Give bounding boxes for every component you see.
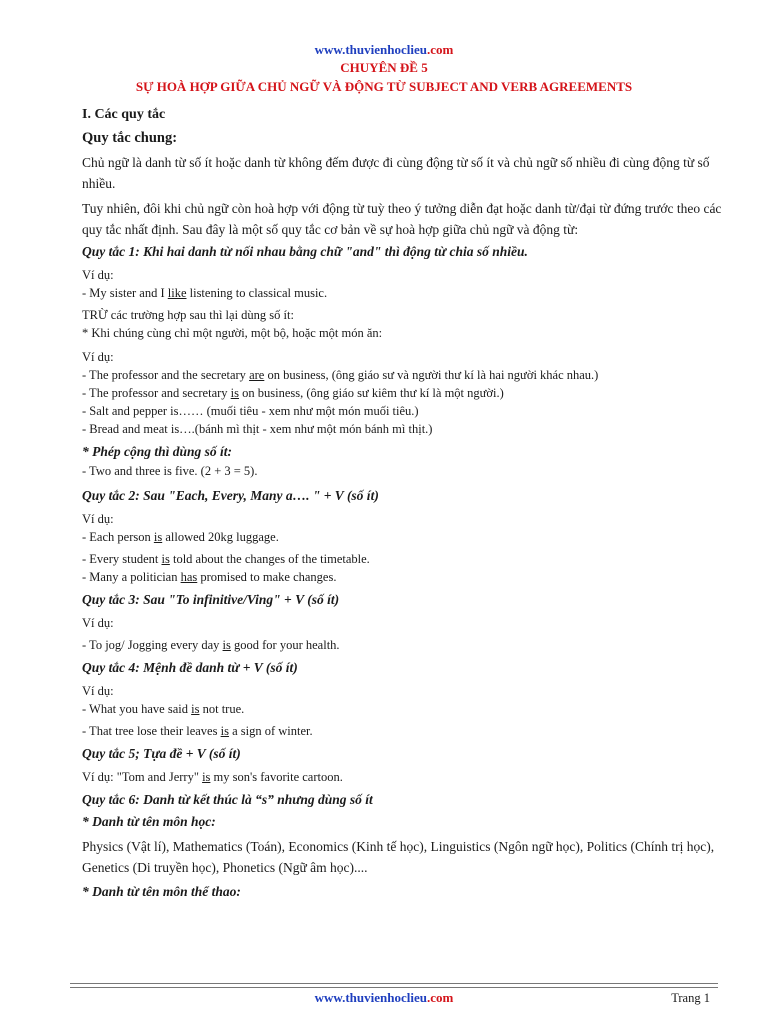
footer-divider [70, 983, 718, 988]
general-rule-heading: Quy tắc chung: [82, 130, 178, 146]
exception-line: TRỪ các trường hợp sau thì lại dùng số ít: [82, 308, 294, 322]
paragraph: Physics (Vật lí), Mathematics (Toán), Economics (Kinh tế học), Linguistics (Ngôn ngữ học), Politics (Chính trị học), Genetics (Di truyền học), Phonetics (Ngữ âm học).... [82, 839, 715, 875]
example-line: - Every student is told about the changes of the timetable. [82, 552, 370, 566]
example-label: Ví dụ: [82, 268, 114, 282]
document-body [82, 105, 722, 902]
example-line: - Many a politician has promised to make changes. [82, 570, 337, 584]
example-label: Ví dụ: [82, 512, 114, 526]
header-site-link[interactable]: www.thuvienhoclieu.com [314, 42, 454, 57]
page-footer [0, 990, 768, 1010]
example-line: - That tree lose their leaves is a sign of winter. [82, 724, 313, 738]
example-label: Ví dụ: [82, 616, 114, 630]
rule-1-heading: Quy tắc 1: Khi hai danh từ nối nhau bằng chữ "and" thì động từ chia số nhiều. [82, 244, 528, 259]
example-line: - The professor and secretary is on business, (ông giáo sư kiêm thư kí là một người.) [82, 386, 504, 400]
example-line: - Each person is allowed 20kg luggage. [82, 530, 279, 544]
rule-3-heading: Quy tắc 3: Sau "To infinitive/Ving" + V (số ít) [82, 592, 340, 607]
footer-site-link[interactable]: www.thuvienhoclieu.com [314, 990, 454, 1005]
sports-heading: * Danh từ tên môn thể thao: [82, 884, 241, 899]
subjects-heading: * Danh từ tên môn học: [82, 814, 216, 829]
example-label: Ví dụ: [82, 350, 114, 364]
rule-6-heading: Quy tắc 6: Danh từ kết thúc là “s” nhưng dùng số ít [82, 792, 373, 807]
section-heading: I. Các quy tắc [82, 107, 166, 122]
page-number: Trang 1 [671, 991, 710, 1005]
rule-5-heading: Quy tắc 5; Tựa đề + V (số ít) [82, 746, 241, 761]
example-line: - Bread and meat is….(bánh mì thịt - xem như một món bánh mì thịt.) [82, 422, 433, 436]
topic-heading: CHUYÊN ĐỀ 5 [340, 60, 428, 75]
document-title: SỰ HOÀ HỢP GIỮA CHỦ NGỮ VÀ ĐỘNG TỪ SUBJECT AND VERB AGREEMENTS [135, 79, 633, 94]
example-line: - Two and three is five. (2 + 3 = 5). [82, 464, 258, 478]
rule-4-heading: Quy tắc 4: Mệnh đề danh từ + V (số ít) [82, 660, 298, 675]
example-line: - My sister and I like listening to classical music. [82, 286, 328, 300]
example-line: - What you have said is not true. [82, 702, 245, 716]
addition-rule-heading: * Phép cộng thì dùng số ít: [82, 444, 233, 459]
paragraph: Tuy nhiên, đôi khi chủ ngữ còn hoà hợp với động từ tuỳ theo ý tưởng diễn đạt hoặc danh từ/đại từ đứng trước theo các quy tắc nhất định. Sau đây là một số quy tắc cơ bản về sự hoà hợp giữa chủ ngữ và động từ: [82, 201, 722, 237]
example-line: - To jog/ Jogging every day is good for your health. [82, 638, 340, 652]
example-line: Ví dụ: "Tom and Jerry" is my son's favorite cartoon. [82, 770, 343, 784]
example-label: Ví dụ: [82, 684, 114, 698]
paragraph: Chủ ngữ là danh từ số ít hoặc danh từ không đếm được đi cùng động từ số ít và chủ ngữ số nhiều đi cùng động từ số nhiều. [82, 155, 710, 191]
page-header [0, 42, 768, 96]
exception-note: * Khi chúng cùng chỉ một người, một bộ, hoặc một món ăn: [82, 326, 383, 340]
rule-2-heading: Quy tắc 2: Sau "Each, Every, Many a…. " + V (số ít) [82, 488, 379, 503]
example-line: - Salt and pepper is…… (muối tiêu - xem như một món muối tiêu.) [82, 404, 419, 418]
example-line: - The professor and the secretary are on business, (ông giáo sư và người thư kí là hai người khác nhau.) [82, 368, 599, 382]
